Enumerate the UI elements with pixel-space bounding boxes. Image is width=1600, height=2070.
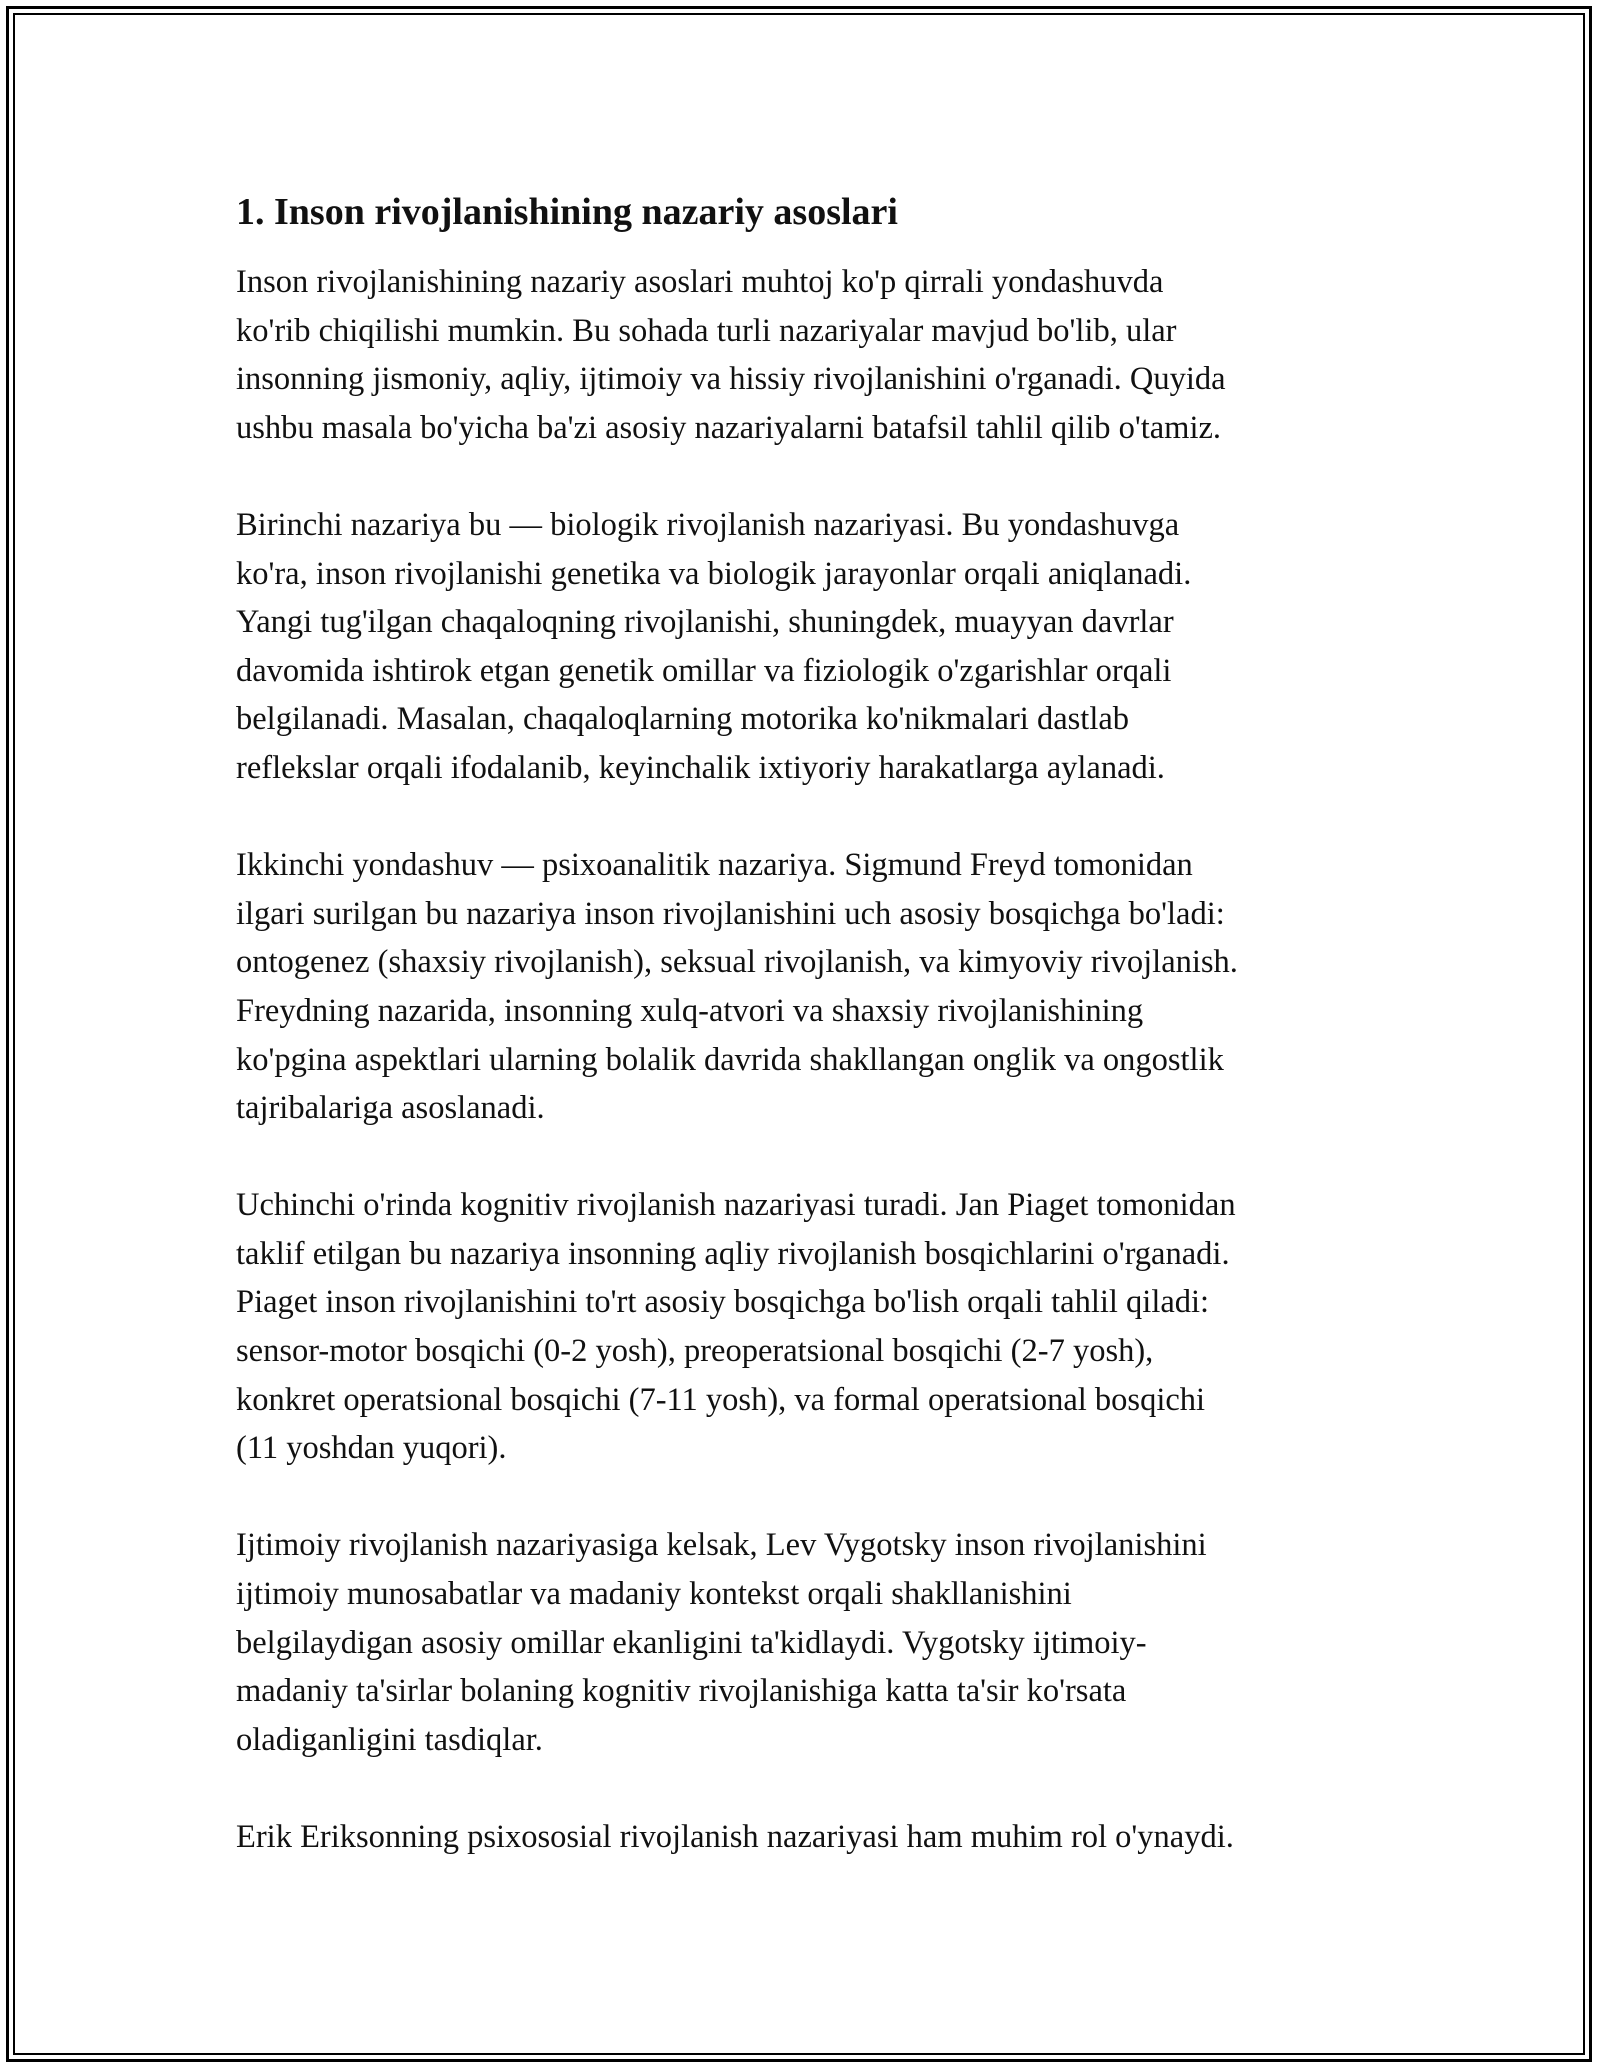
paragraph-intro [236,258,1406,452]
section-heading: 1. Inson rivojlanishining nazariy asoslari [236,191,898,233]
text-line: belgilanadi. Masalan, chaqaloqlarning motorika ko'nikmalari dastlab [236,701,1130,738]
text-line: Freydning nazarida, insonning xulq-atvori va shaxsiy rivojlanishining [236,992,1144,1029]
text-line: Inson rivojlanishining nazariy asoslari muhtoj ko'p qirrali yondashuvda [236,264,1164,300]
paragraph-cognitive-theory [236,1181,1406,1473]
text-line: Birinchi nazariya bu — biologik rivojlanish nazariyasi. Bu yondashuvga [236,506,1180,543]
text-line: Erik Eriksonning psixososial rivojlanish nazariyasi ham muhim rol o'ynaydi. [236,1819,1234,1855]
text-line: Piaget inson rivojlanishini to'rt asosiy bosqichga bo'lish orqali tahlil qiladi: [236,1284,1210,1321]
paragraph-psychosocial-theory [236,1813,1406,1862]
document-body [236,188,1406,1910]
text-line: ushbu masala bo'yicha ba'zi asosiy nazariyalarni batafsil tahlil qilib o'tamiz. [236,409,1222,446]
text-line: ko'rib chiqilishi mumkin. Bu sohada turli nazariyalar mavjud bo'lib, ular [236,312,1177,349]
text-line: davomida ishtirok etgan genetik omillar va fiziologik o'zgarishlar orqali [236,652,1172,689]
text-line: Uchinchi o'rinda kognitiv rivojlanish nazariyasi turadi. Jan Piaget tomonidan [236,1187,1236,1224]
text-line: konkret operatsional bosqichi (7-11 yosh), va formal operatsional bosqichi [236,1381,1206,1418]
text-line: ko'ra, inson rivojlanishi genetika va biologik jarayonlar orqali aniqlanadi. [236,555,1192,592]
text-line: Ikkinchi yondashuv — psixoanalitik nazariya. Sigmund Freyd tomonidan [236,847,1193,884]
text-line: ontogenez (shaxsiy rivojlanish), seksual rivojlanish, va kimyoviy rivojlanish. [236,944,1238,981]
text-line: tajribalariga asoslanadi. [236,1090,545,1127]
text-line: ilgari surilgan bu nazariya inson rivojlanishini uch asosiy bosqichga bo'ladi: [236,895,1225,932]
text-line: madaniy ta'sirlar bolaning kognitiv rivojlanishiga katta ta'sir ko'rsata [236,1673,1127,1710]
text-line: Yangi tug'ilgan chaqaloqning rivojlanishi, shuningdek, muayyan davrlar [236,604,1174,641]
text-line: belgilaydigan asosiy omillar ekanligini ta'kidlaydi. Vygotsky ijtimoiy- [236,1624,1147,1661]
text-line: Ijtimoiy rivojlanish nazariyasiga kelsak, Lev Vygotsky inson rivojlanishini [236,1527,1207,1564]
text-line: ijtimoiy munosabatlar va madaniy kontekst orqali shakllanishini [236,1576,1072,1613]
paragraph-biological-theory [236,501,1406,793]
paragraph-social-theory [236,1521,1406,1764]
text-line: insonning jismoniy, aqliy, ijtimoiy va hissiy rivojlanishini o'rganadi. Quyida [236,361,1226,398]
text-line: reflekslar orqali ifodalanib, keyinchalik ixtiyoriy harakatlarga aylanadi. [236,749,1165,786]
text-line: (11 yoshdan yuqori). [236,1430,507,1467]
paragraph-psychoanalytic-theory [236,841,1406,1133]
text-line: ko'pgina aspektlari ularning bolalik davrida shakllangan onglik va ongostlik [236,1041,1224,1078]
text-line: taklif etilgan bu nazariya insonning aqliy rivojlanish bosqichlarini o'rganadi. [236,1235,1230,1272]
text-line: sensor-motor bosqichi (0-2 yosh), preoperatsional bosqichi (2-7 yosh), [236,1333,1154,1370]
text-line: oladiganligini tasdiqlar. [236,1721,543,1758]
